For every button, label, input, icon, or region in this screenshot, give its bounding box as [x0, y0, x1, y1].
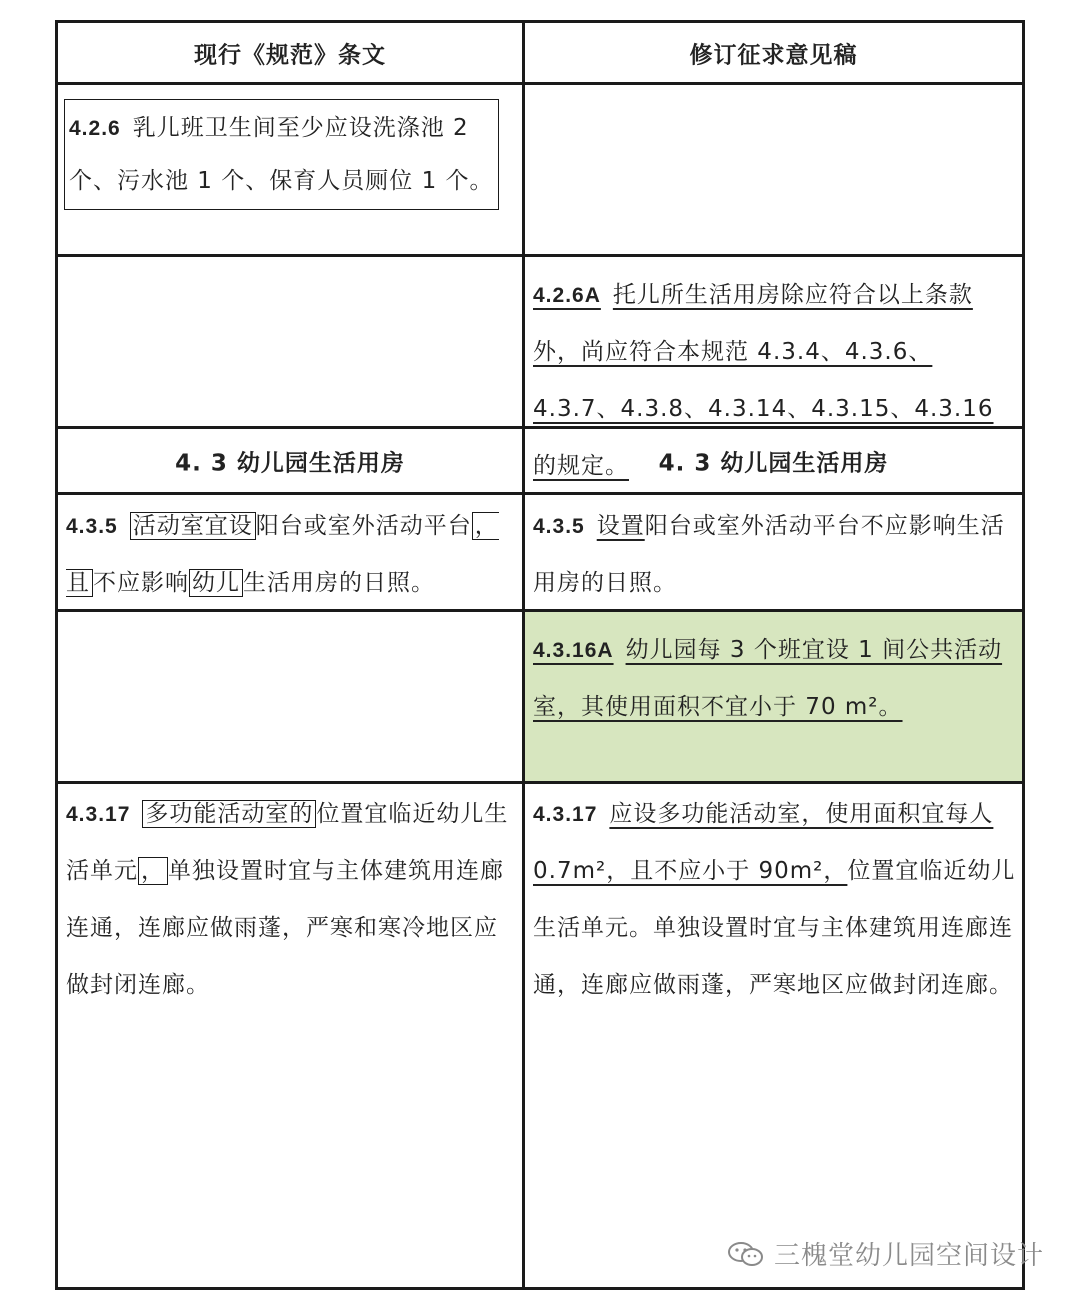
header-cell-revised — [525, 23, 1022, 82]
clause-number: 4.3.5 — [533, 515, 585, 538]
boxed-text: ，且 — [66, 513, 499, 596]
table-row — [58, 85, 1022, 257]
clause-body: 生活用房的日照。 — [243, 570, 435, 596]
table-row — [58, 612, 1022, 784]
clause-cell-current-empty — [58, 257, 525, 426]
section-title: 4. 3 幼儿园生活用房 — [175, 450, 405, 476]
clause-line: 乳儿班卫生间至少应设洗涤池 2 — [132, 115, 469, 141]
clause-text — [66, 498, 516, 612]
comparison-table — [55, 20, 1025, 1290]
clause-cell-current — [58, 85, 525, 254]
clause-text — [66, 786, 516, 1014]
clause-cell-revised — [525, 784, 1022, 1287]
wechat-icon — [726, 1240, 766, 1268]
boxed-text: 多功能活动室的 — [142, 800, 316, 828]
clause-body: 位置宜临近幼儿生活单元。单独设置时宜与主体建筑用连廊连通，连廊应做雨蓬，严寒地区应做封闭连廊。 — [533, 858, 1016, 998]
table-row — [58, 784, 1022, 1287]
clause-cell-current-empty — [58, 612, 525, 781]
clause-line: 个、污水池 1 个、保育人员厕位 1 个。 — [69, 168, 494, 194]
clause-body: 阳台或室外活动平台 — [255, 513, 472, 539]
clause-number: 4.3.17 — [66, 803, 131, 826]
clause-number: 4.2.6 — [69, 117, 121, 140]
clause-text — [533, 786, 1016, 1014]
section-cell-current — [58, 429, 525, 492]
clause-cell-current — [58, 784, 525, 1287]
watermark-text: 三槐堂幼儿园空间设计 — [773, 1241, 1044, 1271]
boxed-clause — [64, 99, 499, 210]
clause-body: 幼儿园每 3 个班宜设 1 间公共活动室，其使用面积不宜小于 70 m²。 — [533, 637, 1003, 720]
header-revised-label: 修订征求意见稿 — [689, 42, 858, 68]
clause-text — [533, 498, 1016, 612]
clause-cell-revised-highlighted — [525, 612, 1022, 781]
clause-cell-current — [58, 495, 525, 609]
boxed-text: 活动室宜设 — [130, 512, 256, 540]
section-title: 4. 3 幼儿园生活用房 — [658, 450, 889, 476]
header-cell-current — [58, 23, 525, 82]
clause-text — [533, 622, 1016, 736]
table-row — [58, 495, 1022, 612]
boxed-text: 幼儿 — [189, 569, 243, 597]
clause-body: 不应影响 — [93, 570, 189, 596]
header-current-label: 现行《规范》条文 — [194, 42, 386, 68]
watermark — [726, 1235, 1044, 1272]
section-row — [58, 429, 1022, 495]
clause-text — [64, 99, 516, 210]
clause-cell-revised — [525, 495, 1022, 609]
clause-body: 单独设置时宜与主体建筑用连廊连通，连廊应做雨蓬，严寒和寒冷地区应做封闭连廊。 — [66, 858, 504, 998]
clause-number: 4.3.16A — [533, 639, 614, 662]
underlined-text: 应设多功能活动室，使用面积宜每人 0.7m²，且不应小于 90m²， — [533, 801, 994, 884]
section-cell-revised — [525, 429, 1022, 492]
clause-body: 托儿所生活用房除应符合以上条款外，尚应符合本规范 4.3.4、4.3.6、4.3.7、4.3.8、4.3.14、4.3.15、4.3.16 的规定。 — [533, 282, 994, 479]
clause-number: 4.2.6A — [533, 284, 601, 307]
underlined-text: 设置 — [596, 513, 645, 539]
boxed-text: ， — [138, 857, 168, 885]
clause-body: 阳台或室外活动平台不应影响生活用房的日照。 — [533, 513, 1005, 596]
clause-body: 位置宜临近幼儿生活单元 — [66, 801, 509, 884]
clause-cell-revised-empty — [525, 85, 1022, 254]
clause-number: 4.3.5 — [66, 515, 118, 538]
table-header-row — [58, 23, 1022, 85]
clause-number: 4.3.17 — [533, 803, 598, 826]
